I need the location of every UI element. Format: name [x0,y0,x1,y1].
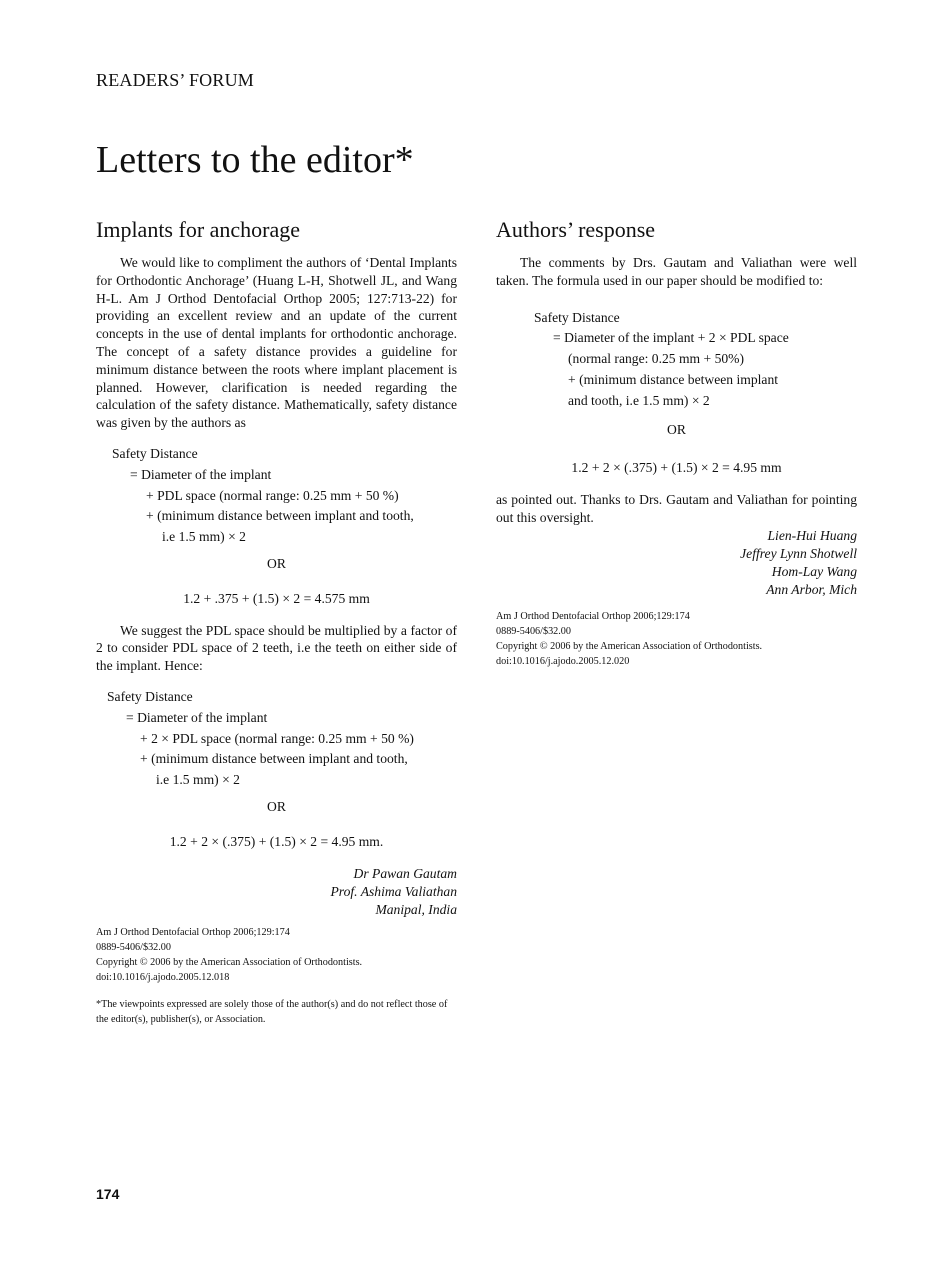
eq-or: OR [267,798,286,814]
response-citation [496,609,857,669]
eq-or: OR [267,555,286,571]
response-heading: Authors’ response [496,217,656,242]
signature-line: Ann Arbor, Mich [766,581,857,597]
eq-line: = Diameter of the implant + 2 × PDL space [553,330,789,346]
eq-line: = Diameter of the implant [130,466,272,482]
citation-line: 0889-5406/$32.00 [96,941,171,953]
letter-equation-2 [96,687,457,853]
signature-line: Manipal, India [375,901,457,917]
letter-paragraph-2: We suggest the PDL space should be multiplied by a factor of 2 to consider PDL space of 2 teeth, i.e the teeth on either side of the implant. Hence: [96,622,457,674]
eq-line: and tooth, i.e 1.5 mm) × 2 [568,392,710,408]
letter-equation-1 [96,444,457,610]
signature-line: Prof. Ashima Valiathan [330,883,457,899]
eq-line: Safety Distance [107,688,193,704]
eq-line: Safety Distance [534,309,620,325]
letter-paragraph-1: We would like to compliment the authors of ‘Dental Implants for Orthodontic Anchorage’ (Huang L-H, Shotwell JL, and Wang H-L. Am J Orthod Dentofacial Orthop 2005; 127:713-22) for providing an excellent review and an update of the current concepts in the use of dental implants for orthodontic anchorage. The concept of a safety distance provides a guideline for minimum distance between the roots where implant placement is planned. However, clarification is needed regarding the calculation of the safety distance. Mathematically, safety distance was given by the authors as [96,255,457,431]
citation-line: 0889-5406/$32.00 [496,625,571,637]
eq-or: OR [667,421,686,437]
eq-line: + (minimum distance between implant and tooth, [146,508,414,524]
citation-line: Am J Orthod Dentofacial Orthop 2006;129:174 [96,926,290,938]
citation-line: Copyright © 2006 by the American Association of Orthodontists. [96,956,363,968]
signature-line: Hom-Lay Wang [771,563,857,579]
letter-citation [96,925,457,985]
eq-result: 1.2 + 2 × (.375) + (1.5) × 2 = 4.95 mm [571,460,782,476]
letter-column [96,216,457,1027]
response-equation [496,308,857,480]
response-paragraph-2: as pointed out. Thanks to Drs. Gautam and Valiathan for pointing out this oversight. [496,492,857,525]
response-signature [496,527,857,599]
eq-line: + (minimum distance between implant [568,371,779,387]
eq-result: 1.2 + 2 × (.375) + (1.5) × 2 = 4.95 mm. [169,833,384,849]
eq-result: 1.2 + .375 + (1.5) × 2 = 4.575 mm [183,590,370,606]
eq-line: i.e 1.5 mm) × 2 [156,772,240,788]
eq-line: = Diameter of the implant [126,709,268,725]
eq-line: + (minimum distance between implant and tooth, [140,751,408,767]
signature-line: Jeffrey Lynn Shotwell [740,545,857,561]
eq-line: Safety Distance [112,445,198,461]
response-column [496,216,857,669]
eq-line: + PDL space (normal range: 0.25 mm + 50 %) [146,487,399,503]
section-label: READERS’ FORUM [96,70,254,90]
citation-line: doi:10.1016/j.ajodo.2005.12.018 [96,971,230,983]
letter-signature [96,865,457,919]
letter-heading: Implants for anchorage [96,217,301,242]
citation-line: doi:10.1016/j.ajodo.2005.12.020 [496,655,630,667]
citation-line: Copyright © 2006 by the American Association of Orthodontists. [496,640,763,652]
page-number: 174 [96,1186,120,1202]
eq-line: i.e 1.5 mm) × 2 [162,529,246,545]
signature-line: Lien-Hui Huang [767,527,857,543]
signature-line: Dr Pawan Gautam [353,865,457,881]
page-title: Letters to the editor* [96,139,414,181]
eq-line: + 2 × PDL space (normal range: 0.25 mm + 50 %) [140,730,414,746]
footnote: *The viewpoints expressed are solely those of the author(s) and do not reflect those of the editor(s), publisher(s), or Association. [96,998,448,1025]
response-paragraph-1: The comments by Drs. Gautam and Valiathan were well taken. The formula used in our paper should be modified to: [496,255,857,288]
citation-line: Am J Orthod Dentofacial Orthop 2006;129:174 [496,610,690,622]
eq-line: (normal range: 0.25 mm + 50%) [568,351,745,367]
